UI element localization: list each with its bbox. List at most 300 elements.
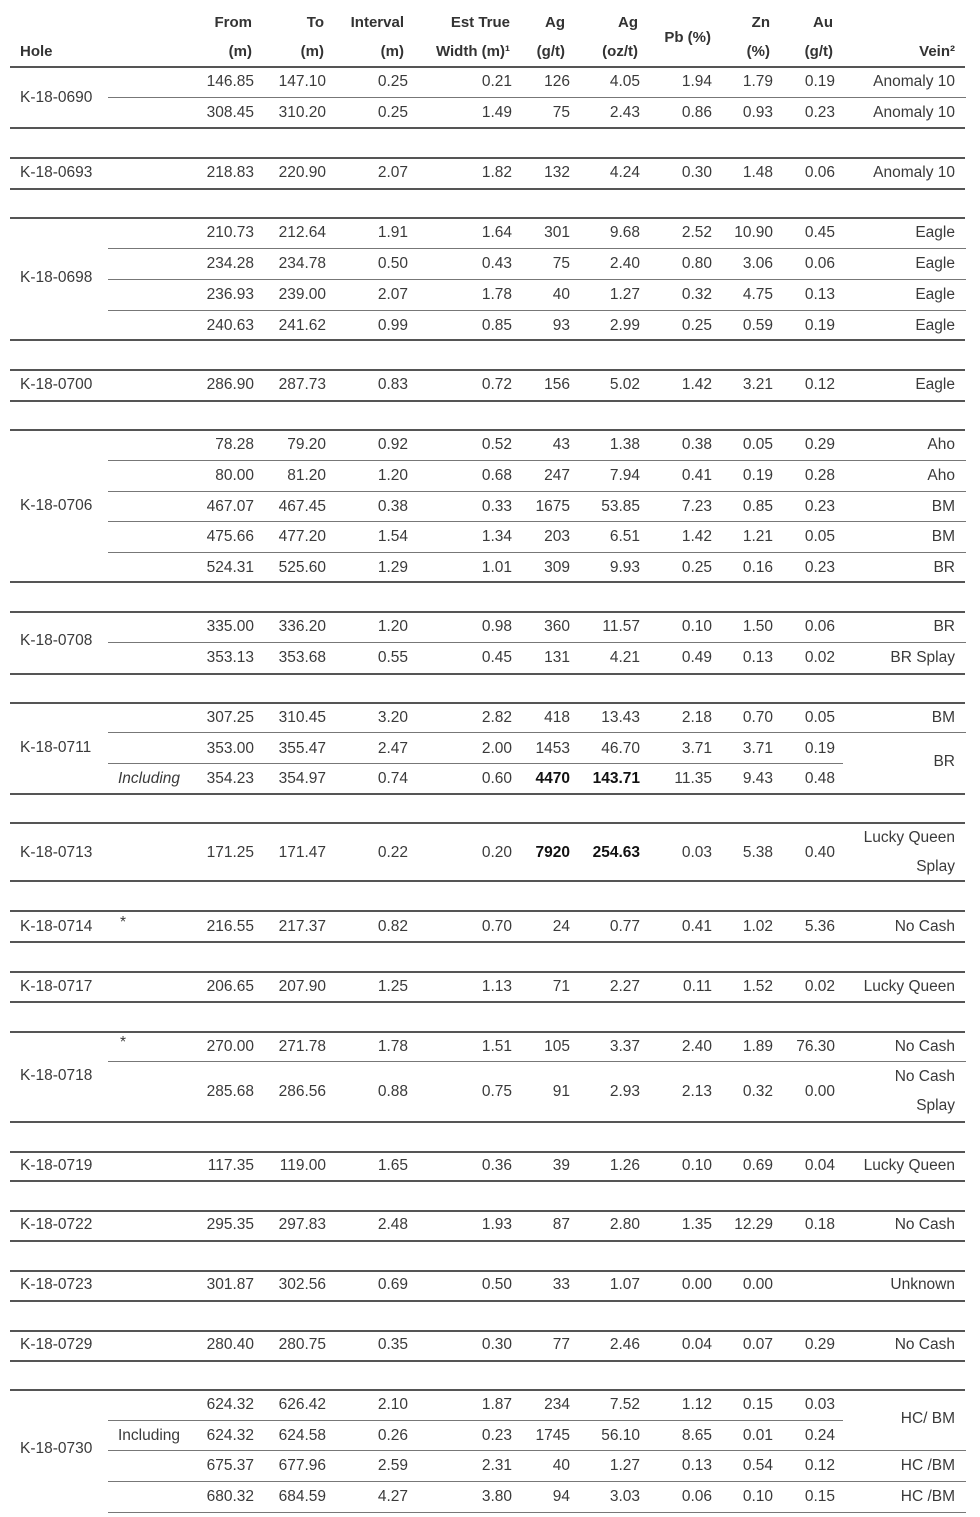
- cell-width: 0.43: [481, 255, 512, 272]
- row-divider: [10, 157, 965, 159]
- hole-id: K-18-0693: [20, 164, 93, 181]
- row-divider: [10, 1001, 965, 1003]
- cell-ag-oz: 254.63: [592, 844, 640, 861]
- cell-from: 675.37: [206, 1457, 254, 1474]
- cell-interval: 1.20: [377, 618, 408, 635]
- cell-interval: 0.88: [377, 1083, 408, 1100]
- cell-vein: Aho: [927, 436, 955, 453]
- hole-id: K-18-0714: [20, 918, 93, 935]
- header-au: Au: [813, 14, 833, 31]
- cell-ag-oz: 2.80: [609, 1216, 640, 1233]
- cell-vein: Eagle: [915, 255, 955, 272]
- cell-from: 236.93: [206, 286, 254, 303]
- cell-from: 335.00: [206, 618, 254, 635]
- cell-au: 0.23: [804, 559, 835, 576]
- cell-interval: 1.29: [377, 559, 408, 576]
- cell-zn: 3.06: [742, 255, 773, 272]
- cell-vein: Eagle: [915, 224, 955, 241]
- cell-to: 119.00: [279, 1157, 326, 1174]
- cell-au: 0.13: [804, 286, 835, 303]
- sub-row-divider: [108, 310, 966, 311]
- sub-row-divider: [108, 642, 966, 643]
- cell-ag-g: 40: [552, 1457, 570, 1474]
- cell-width: 1.64: [481, 224, 512, 241]
- cell-to: 81.20: [287, 467, 326, 484]
- cell-vein: BR Splay: [890, 649, 955, 666]
- sub-row-divider: [108, 460, 966, 461]
- cell-from: 524.31: [206, 559, 254, 576]
- cell-to: 626.42: [278, 1396, 326, 1413]
- cell-ag-g: 105: [544, 1038, 570, 1055]
- cell-au: 0.06: [804, 255, 835, 272]
- cell-zn: 0.70: [742, 709, 773, 726]
- cell-from: 353.00: [206, 740, 254, 757]
- cell-au: 0.19: [804, 73, 835, 90]
- header-to-unit: (m): [300, 43, 324, 60]
- cell-au: 0.23: [804, 498, 835, 515]
- cell-zn: 0.10: [742, 1488, 773, 1505]
- cell-interval: 0.92: [377, 436, 408, 453]
- cell-to: 220.90: [278, 164, 326, 181]
- cell-to: 467.45: [278, 498, 326, 515]
- cell-from: 210.73: [206, 224, 254, 241]
- cell-ag-oz: 3.03: [609, 1488, 640, 1505]
- cell-pb: 0.11: [682, 978, 712, 995]
- cell-width: 0.52: [481, 436, 512, 453]
- cell-from: 624.32: [206, 1396, 254, 1413]
- cell-interval: 3.20: [377, 709, 408, 726]
- sub-row-divider: [108, 279, 966, 280]
- vein-merged-cell: No Cash: [894, 1068, 955, 1085]
- cell-width: 0.45: [481, 649, 512, 666]
- cell-ag-oz: 1.27: [609, 286, 640, 303]
- cell-pb: 0.41: [681, 918, 712, 935]
- header-pb: Pb (%): [664, 29, 711, 46]
- cell-pb: 1.35: [681, 1216, 712, 1233]
- cell-au: 0.03: [804, 1396, 835, 1413]
- header-vein: Vein²: [919, 43, 955, 60]
- cell-width: 3.80: [481, 1488, 512, 1505]
- cell-interval: 0.25: [377, 104, 408, 121]
- cell-ag-g: 360: [544, 618, 570, 635]
- cell-from: 218.83: [206, 164, 254, 181]
- hole-id: K-18-0719: [20, 1157, 93, 1174]
- cell-interval: 0.74: [377, 770, 408, 787]
- vein-merged-cell-line2: Splay: [916, 1097, 955, 1114]
- cell-interval: 0.82: [377, 918, 408, 935]
- cell-ag-oz: 2.27: [609, 978, 640, 995]
- vein-merged-cell-line2: Splay: [916, 858, 955, 875]
- row-divider: [10, 1180, 965, 1182]
- cell-from: 280.40: [206, 1336, 254, 1353]
- cell-interval: 0.99: [377, 317, 408, 334]
- cell-au: 0.04: [804, 1157, 835, 1174]
- cell-to: 79.20: [287, 436, 326, 453]
- cell-ag-g: 93: [552, 317, 570, 334]
- hole-id: K-18-0718: [20, 1067, 93, 1084]
- cell-pb: 0.06: [681, 1488, 712, 1505]
- cell-from: 216.55: [206, 918, 254, 935]
- cell-pb: 0.30: [681, 164, 712, 181]
- header-interval: Interval: [350, 14, 404, 31]
- cell-ag-oz: 11.57: [602, 618, 640, 635]
- cell-width: 0.23: [481, 1427, 512, 1444]
- cell-zn: 1.79: [742, 73, 773, 90]
- header-ag-gt: Ag: [545, 14, 565, 31]
- cell-au: 0.02: [804, 649, 835, 666]
- cell-interval: 0.38: [377, 498, 408, 515]
- cell-ag-oz: 56.10: [601, 1427, 640, 1444]
- cell-to: 241.62: [278, 317, 326, 334]
- row-divider: [10, 127, 965, 129]
- cell-from: 307.25: [206, 709, 254, 726]
- cell-ag-g: 7920: [535, 844, 570, 861]
- cell-width: 1.93: [481, 1216, 512, 1233]
- cell-zn: 0.93: [742, 104, 773, 121]
- cell-zn: 10.90: [734, 224, 773, 241]
- cell-au: 0.05: [804, 709, 835, 726]
- row-divider: [10, 673, 965, 675]
- cell-pb: 0.49: [681, 649, 712, 666]
- cell-to: 239.00: [278, 286, 326, 303]
- cell-pb: 3.71: [681, 740, 712, 757]
- including-label: Including: [118, 770, 181, 787]
- header-from: From: [214, 14, 252, 31]
- sub-row-divider: [108, 1512, 966, 1513]
- cell-ag-g: 203: [544, 528, 570, 545]
- cell-vein: Unknown: [890, 1276, 955, 1293]
- cell-vein: Anomaly 10: [873, 164, 955, 181]
- cell-au: 0.29: [804, 436, 835, 453]
- cell-au: 0.45: [804, 224, 835, 241]
- row-divider: [10, 941, 965, 943]
- cell-from: 308.45: [206, 104, 254, 121]
- cell-zn: 1.48: [742, 164, 773, 181]
- hole-id: K-18-0722: [20, 1216, 93, 1233]
- row-divider: [10, 822, 965, 824]
- cell-width: 1.34: [481, 528, 512, 545]
- cell-pb: 0.13: [681, 1457, 712, 1474]
- row-divider: [10, 581, 965, 583]
- cell-au: 76.30: [796, 1038, 835, 1055]
- cell-au: 0.29: [804, 1336, 835, 1353]
- row-divider: [10, 1360, 965, 1362]
- cell-width: 1.49: [481, 104, 512, 121]
- cell-to: 354.97: [278, 770, 326, 787]
- row-divider: [10, 611, 965, 613]
- row-divider: [10, 217, 965, 219]
- cell-interval: 0.22: [377, 844, 408, 861]
- header-width-unit: Width (m)¹: [435, 43, 510, 60]
- cell-to: 271.78: [278, 1038, 326, 1055]
- cell-ag-oz: 4.21: [609, 649, 640, 666]
- cell-vein: Anomaly 10: [873, 104, 955, 121]
- row-divider: [10, 910, 965, 912]
- cell-ag-oz: 9.93: [609, 559, 640, 576]
- cell-to: 677.96: [278, 1457, 326, 1474]
- sub-row-divider: [108, 491, 966, 492]
- cell-ag-g: 309: [544, 559, 570, 576]
- header-hole: Hole: [20, 43, 53, 60]
- cell-au: 0.18: [804, 1216, 835, 1233]
- cell-au: 0.23: [804, 104, 835, 121]
- cell-interval: 2.07: [377, 286, 408, 303]
- cell-pb: 0.86: [681, 104, 712, 121]
- cell-to: 207.90: [278, 978, 326, 995]
- cell-zn: 0.59: [742, 317, 773, 334]
- cell-au: 0.12: [804, 1457, 835, 1474]
- cell-to: 212.64: [278, 224, 326, 241]
- cell-width: 0.85: [481, 317, 512, 334]
- cell-au: 0.48: [804, 770, 835, 787]
- header-from-unit: (m): [228, 43, 252, 60]
- hole-id: K-18-0729: [20, 1336, 93, 1353]
- header-to: To: [306, 14, 324, 31]
- cell-ag-oz: 0.77: [609, 918, 640, 935]
- cell-to: 147.10: [278, 73, 326, 90]
- sub-row-divider: [108, 248, 966, 249]
- cell-ag-g: 91: [552, 1083, 570, 1100]
- header-ag-ozt-unit: (oz/t): [602, 43, 638, 60]
- cell-pb: 1.94: [681, 73, 712, 90]
- cell-vein: HC /BM: [900, 1488, 955, 1505]
- cell-width: 0.98: [481, 618, 512, 635]
- cell-pb: 2.13: [681, 1083, 712, 1100]
- cell-width: 0.60: [481, 770, 512, 787]
- cell-pb: 0.00: [681, 1276, 712, 1293]
- cell-to: 286.56: [278, 1083, 326, 1100]
- cell-vein: Aho: [927, 467, 955, 484]
- cell-au: 0.02: [804, 978, 835, 995]
- cell-vein: Eagle: [915, 317, 955, 334]
- row-divider: [10, 1121, 965, 1123]
- row-divider: [10, 1300, 965, 1302]
- cell-interval: 1.25: [377, 978, 408, 995]
- cell-pb: 0.25: [681, 559, 712, 576]
- cell-width: 1.87: [481, 1396, 512, 1413]
- cell-ag-oz: 53.85: [601, 498, 640, 515]
- cell-ag-g: 94: [552, 1488, 570, 1505]
- row-divider: [10, 1210, 965, 1212]
- row-divider: [10, 971, 965, 973]
- cell-vein: BM: [931, 498, 955, 515]
- including-label: Including: [118, 1427, 181, 1444]
- cell-from: 270.00: [206, 1038, 254, 1055]
- cell-zn: 0.05: [742, 436, 773, 453]
- cell-pb: 8.65: [681, 1427, 712, 1444]
- cell-ag-g: 39: [552, 1157, 570, 1174]
- cell-zn: 0.19: [742, 467, 773, 484]
- cell-from: 624.32: [206, 1427, 254, 1444]
- row-divider: [10, 1270, 965, 1272]
- cell-width: 1.78: [481, 286, 512, 303]
- cell-width: 0.21: [481, 73, 512, 90]
- sub-row-divider: [108, 763, 843, 764]
- cell-au: 0.19: [804, 740, 835, 757]
- cell-pb: 0.80: [681, 255, 712, 272]
- cell-vein: Anomaly 10: [873, 73, 955, 90]
- cell-from: 80.00: [215, 467, 254, 484]
- cell-ag-g: 75: [552, 255, 570, 272]
- cell-pb: 1.42: [681, 528, 712, 545]
- cell-ag-oz: 7.94: [609, 467, 640, 484]
- header-interval-unit: (m): [380, 43, 404, 60]
- cell-zn: 0.32: [742, 1083, 773, 1100]
- cell-width: 1.82: [481, 164, 512, 181]
- header-zn-unit: (%): [746, 43, 770, 60]
- cell-au: 0.06: [804, 164, 835, 181]
- cell-zn: 0.01: [742, 1427, 773, 1444]
- row-divider: [10, 793, 965, 795]
- cell-width: 0.70: [481, 918, 512, 935]
- hole-id: K-18-0690: [20, 89, 93, 106]
- cell-ag-oz: 13.43: [601, 709, 640, 726]
- row-divider: [10, 188, 965, 190]
- header-ag-ozt: Ag: [618, 14, 638, 31]
- cell-interval: 1.65: [377, 1157, 408, 1174]
- cell-ag-g: 43: [552, 436, 570, 453]
- cell-width: 0.20: [481, 844, 512, 861]
- cell-zn: 0.69: [742, 1157, 773, 1174]
- cell-width: 0.72: [481, 376, 512, 393]
- cell-interval: 2.47: [377, 740, 408, 757]
- row-divider: [10, 1240, 965, 1242]
- row-divider: [10, 702, 965, 704]
- cell-vein: BM: [931, 709, 955, 726]
- cell-pb: 2.52: [681, 224, 712, 241]
- cell-from: 117.35: [207, 1157, 254, 1174]
- cell-au: 0.40: [804, 844, 835, 861]
- cell-from: 475.66: [206, 528, 254, 545]
- asterisk-note: *: [120, 1034, 127, 1051]
- cell-width: 1.51: [481, 1038, 512, 1055]
- cell-ag-oz: 1.26: [609, 1157, 640, 1174]
- cell-interval: 2.48: [377, 1216, 408, 1233]
- row-divider: [10, 400, 965, 402]
- cell-zn: 1.02: [742, 918, 773, 935]
- cell-ag-oz: 1.27: [609, 1457, 640, 1474]
- cell-interval: 1.20: [377, 467, 408, 484]
- cell-interval: 1.54: [377, 528, 408, 545]
- sub-row-divider: [108, 1450, 966, 1451]
- cell-au: 0.28: [804, 467, 835, 484]
- cell-to: 336.20: [278, 618, 326, 635]
- hole-id: K-18-0713: [20, 844, 93, 861]
- cell-zn: 12.29: [734, 1216, 773, 1233]
- cell-au: 0.05: [804, 528, 835, 545]
- cell-vein: Lucky Queen: [863, 1157, 955, 1174]
- cell-width: 0.33: [481, 498, 512, 515]
- cell-ag-g: 1745: [535, 1427, 570, 1444]
- cell-zn: 0.85: [742, 498, 773, 515]
- cell-pb: 0.38: [681, 436, 712, 453]
- cell-interval: 0.35: [377, 1336, 408, 1353]
- cell-width: 2.82: [481, 709, 512, 726]
- cell-width: 0.36: [481, 1157, 512, 1174]
- header-zn: Zn: [751, 14, 770, 31]
- cell-pb: 0.41: [681, 467, 712, 484]
- row-divider: [10, 429, 965, 431]
- cell-zn: 0.13: [742, 649, 773, 666]
- cell-ag-g: 126: [544, 73, 570, 90]
- cell-pb: 2.18: [681, 709, 712, 726]
- cell-interval: 2.10: [377, 1396, 408, 1413]
- sub-row-divider: [108, 1481, 966, 1482]
- cell-from: 467.07: [206, 498, 254, 515]
- cell-ag-oz: 9.68: [609, 224, 640, 241]
- cell-au: 0.12: [804, 376, 835, 393]
- cell-interval: 0.25: [377, 73, 408, 90]
- cell-ag-oz: 4.05: [609, 73, 640, 90]
- sub-row-divider: [108, 97, 966, 98]
- vein-merged-cell: BR: [933, 753, 955, 770]
- hole-id: K-18-0698: [20, 269, 93, 286]
- cell-interval: 1.78: [377, 1038, 408, 1055]
- cell-ag-g: 156: [544, 376, 570, 393]
- cell-ag-g: 132: [544, 164, 570, 181]
- cell-width: 2.31: [481, 1457, 512, 1474]
- cell-to: 310.20: [278, 104, 326, 121]
- cell-ag-oz: 4.24: [609, 164, 640, 181]
- sub-row-divider: [108, 1061, 966, 1062]
- cell-zn: 1.52: [742, 978, 773, 995]
- cell-from: 78.28: [215, 436, 254, 453]
- hole-id: K-18-0723: [20, 1276, 93, 1293]
- cell-pb: 0.10: [681, 1157, 712, 1174]
- cell-ag-g: 1675: [535, 498, 570, 515]
- cell-interval: 2.59: [377, 1457, 408, 1474]
- cell-from: 234.28: [206, 255, 254, 272]
- header-au-unit: (g/t): [804, 43, 833, 60]
- cell-zn: 1.89: [742, 1038, 773, 1055]
- cell-interval: 0.26: [377, 1427, 408, 1444]
- cell-vein: BM: [931, 528, 955, 545]
- sub-row-divider: [108, 552, 966, 553]
- cell-ag-oz: 143.71: [592, 770, 640, 787]
- cell-interval: 0.83: [377, 376, 408, 393]
- cell-from: 353.13: [206, 649, 254, 666]
- cell-pb: 7.23: [681, 498, 712, 515]
- row-divider: [10, 339, 965, 341]
- cell-ag-oz: 3.37: [609, 1038, 640, 1055]
- cell-from: 286.90: [206, 376, 254, 393]
- row-divider: [10, 66, 965, 68]
- cell-to: 280.75: [278, 1336, 326, 1353]
- cell-to: 310.45: [278, 709, 326, 726]
- cell-zn: 0.16: [742, 559, 773, 576]
- cell-ag-g: 301: [544, 224, 570, 241]
- cell-zn: 0.07: [742, 1336, 773, 1353]
- cell-pb: 1.42: [681, 376, 712, 393]
- cell-zn: 1.50: [742, 618, 773, 635]
- hole-id: K-18-0730: [20, 1440, 93, 1457]
- cell-width: 2.00: [481, 740, 512, 757]
- cell-ag-g: 1453: [535, 740, 570, 757]
- cell-width: 0.68: [481, 467, 512, 484]
- cell-interval: 0.50: [377, 255, 408, 272]
- cell-zn: 3.71: [742, 740, 773, 757]
- cell-interval: 0.55: [377, 649, 408, 666]
- row-divider: [10, 369, 965, 371]
- cell-au: 0.19: [804, 317, 835, 334]
- cell-from: 146.85: [206, 73, 254, 90]
- cell-pb: 1.12: [681, 1396, 712, 1413]
- cell-vein: No Cash: [894, 1336, 955, 1353]
- cell-ag-oz: 46.70: [601, 740, 640, 757]
- cell-au: 0.24: [804, 1427, 835, 1444]
- hole-id: K-18-0711: [20, 739, 92, 756]
- cell-vein: Eagle: [915, 286, 955, 303]
